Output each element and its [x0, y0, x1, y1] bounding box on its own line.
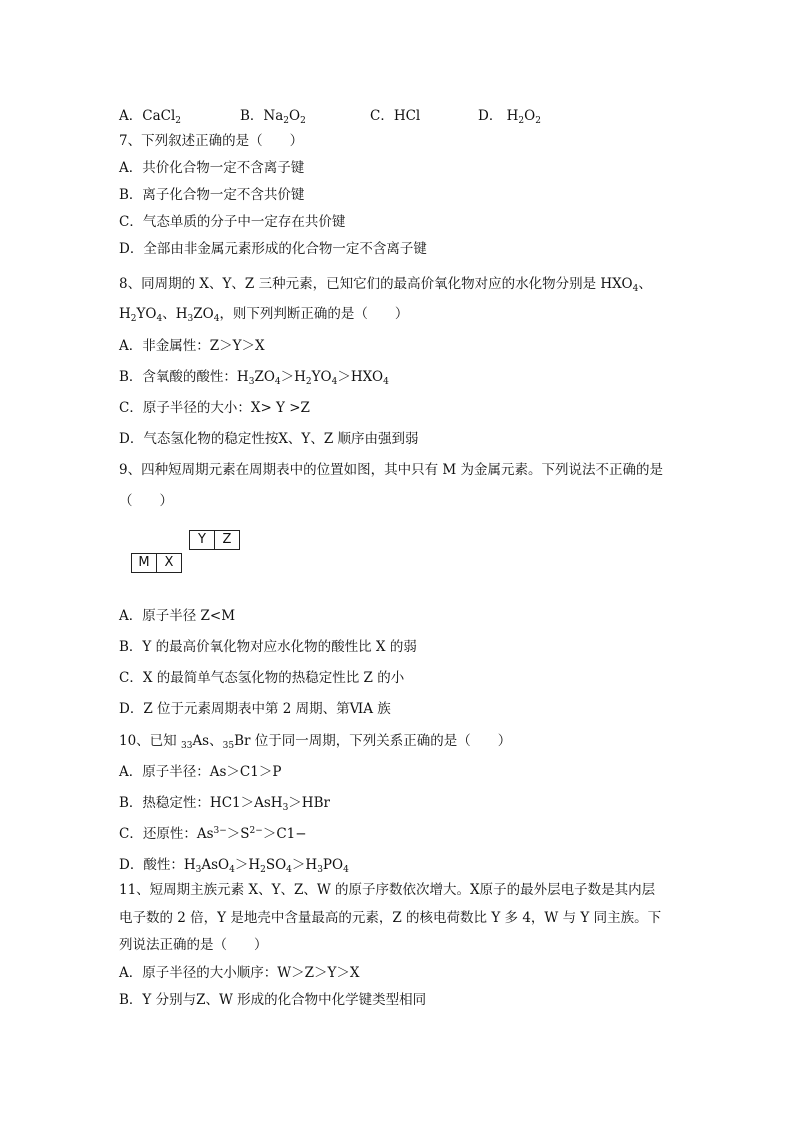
q11-stem-line3: 列说法正确的是（ ）	[119, 937, 268, 953]
q9-option-b: B．Y 的最高价氧化物对应水化物的酸性比 X 的弱	[119, 639, 417, 655]
q7-option-c: C．气态单质的分子中一定存在共价键	[119, 214, 346, 230]
q8-option-c: C．原子半径的大小：X> Y >Z	[119, 400, 310, 416]
periodic-table-figure	[119, 519, 263, 589]
q9-option-d: D．Z 位于元素周期表中第 2 周期、第ⅥA 族	[119, 701, 391, 717]
q6-option-a: A．CaCl$_2$	[119, 108, 182, 126]
q9-option-a: A．原子半径 Z<M	[119, 608, 236, 624]
q7-option-b: B．离子化合物一定不含共价键	[119, 187, 305, 203]
q6-option-d: D． $H_2O_2$	[478, 108, 541, 126]
q10-option-c: C．还原性：$As^{3-}>S^{2-}>C1-$	[119, 826, 307, 842]
q10-option-a: A．原子半径：As＞C1＞P	[119, 764, 282, 780]
q11-stem-line1: 11、短周期主族元素 X、Y、Z、W 的原子序数依次增大。X原子的最外层电子数是其内层	[119, 882, 656, 898]
q11-stem-line2: 电子数的 2 倍，Y 是地壳中含量最高的元素，Z 的核电荷数比 Y 多 4，W 与 Y 同主族。下	[119, 910, 662, 926]
q6-option-c: C．HCl	[370, 108, 421, 124]
cell-y: Y	[189, 530, 215, 550]
q6-option-b: B．$Na_2O_2$	[240, 108, 306, 126]
q11-option-b: B．Y 分别与Z、W 形成的化合物中化学键类型相同	[119, 992, 427, 1008]
q11-option-a: A．原子半径的大小顺序：W＞Z＞Y＞X	[119, 965, 360, 981]
q7-stem: 7、下列叙述正确的是（ ）	[119, 133, 304, 149]
q8-stem-line2: $H_2YO_4$、$H_3ZO_4$，则下列判断正确的是（ ）	[119, 306, 409, 324]
q9-stem: 9、四种短周期元素在周期表中的位置如图，其中只有 M 为金属元素。下列说法不正确的是	[119, 462, 663, 478]
q9-answer-paren: （ ）	[119, 493, 173, 509]
q8-option-a: A．非金属性：Z＞Y＞X	[119, 338, 265, 354]
cell-x: X	[156, 553, 182, 573]
q6-options-row	[119, 104, 679, 124]
q10-stem: 10、已知 $_{33}$As、$_{35}$Br 位于同一周期，下列关系正确的是（ ）	[119, 733, 512, 751]
q9-option-c: C．X 的最简单气态氢化物的热稳定性比 Z 的小	[119, 670, 405, 686]
q10-option-b: B．热稳定性：HC1＞AsH$_3$＞HBr	[119, 795, 330, 813]
q8-option-b: B．含氧酸的酸性：$H_3ZO_4>H_2YO_4>HXO_4$	[119, 369, 389, 387]
q7-option-a: A．共价化合物一定不含离子键	[119, 160, 305, 176]
q8-stem-line1: 8、同周期的 X、Y、Z 三种元素，已知它们的最高价氧化物对应的水化物分别是 $HXO_4$、	[119, 276, 652, 294]
q8-option-d: D．气态氢化物的稳定性按X、Y、Z 顺序由强到弱	[119, 431, 419, 447]
q10-option-d: D．酸性：$H_3AsO_4>H_2SO_4>H_3PO_4$	[119, 857, 349, 875]
q7-option-d: D．全部由非金属元素形成的化合物一定不含离子键	[119, 241, 427, 257]
cell-z: Z	[214, 530, 240, 550]
cell-m: M	[131, 553, 157, 573]
